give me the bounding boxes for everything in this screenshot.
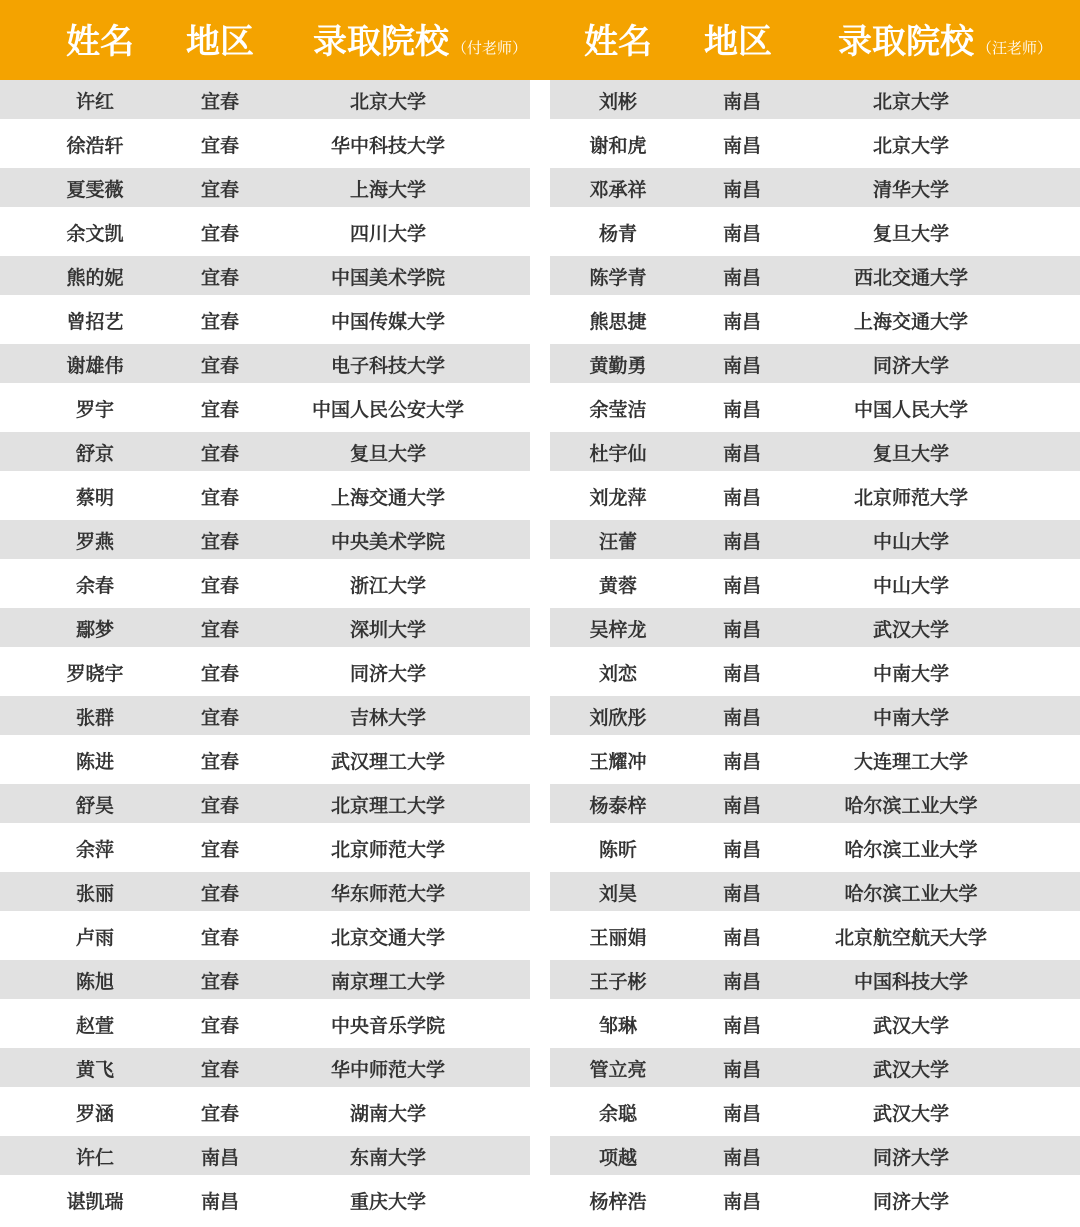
admitted-school: 同济大学 [872,1191,949,1213]
table-row [550,652,1080,696]
admitted-school: 北京师范大学 [853,487,968,509]
student-name: 刘龙萍 [589,487,647,509]
student-name: 邓承祥 [589,179,647,201]
admitted-school: 武汉大学 [872,1059,949,1081]
table-row [0,344,530,388]
admitted-school: 哈尔滨工业大学 [844,883,978,905]
admitted-school: 复旦大学 [872,223,949,245]
header-school-right-label: 录取院校 [837,22,974,62]
student-name: 鄢梦 [75,619,114,641]
admitted-school: 同济大学 [872,355,949,377]
admitted-school: 中央美术学院 [330,531,445,553]
student-name: 余萍 [75,839,114,861]
student-region: 宜春 [200,883,239,905]
header-name-left: 姓名 [66,22,134,62]
table-row [550,520,1080,564]
student-region: 南昌 [722,355,761,377]
student-name: 余文凯 [66,223,124,245]
table-row [0,520,530,564]
admitted-school: 同济大学 [872,1147,949,1169]
admitted-school: 北京大学 [872,135,949,157]
header-teacher-note-right: （汪老师） [976,39,1052,57]
table-row [0,1136,530,1180]
student-region: 南昌 [722,971,761,993]
table-row [0,696,530,740]
student-name: 刘彬 [598,91,637,113]
student-name: 赵萱 [75,1015,114,1037]
student-name: 陈学青 [589,267,647,289]
header-region-right: 地区 [704,22,772,62]
table-row [550,740,1080,784]
admitted-school: 中南大学 [872,707,949,729]
student-name: 余春 [75,575,114,597]
student-name: 谢和虎 [589,135,647,157]
admitted-school: 中山大学 [872,531,949,553]
student-region: 宜春 [200,1015,239,1037]
student-name: 黄勤勇 [589,355,647,377]
right-table [550,80,1080,1224]
student-region: 宜春 [200,927,239,949]
student-name: 熊思捷 [589,311,647,333]
table-row [0,652,530,696]
admitted-school: 深圳大学 [349,619,426,641]
admitted-school: 大连理工大学 [853,751,968,773]
student-region: 南昌 [722,575,761,597]
student-region: 南昌 [722,91,761,113]
table-row [0,300,530,344]
student-region: 宜春 [200,443,239,465]
student-name: 罗涵 [75,1103,114,1125]
admitted-school: 中国人民公安大学 [311,399,464,421]
table-row [0,1180,530,1224]
student-name: 吴梓龙 [589,619,647,641]
student-name: 许仁 [75,1147,114,1169]
table-row [0,960,530,1004]
student-name: 刘恋 [598,663,637,685]
admitted-school: 同济大学 [349,663,426,685]
student-region: 南昌 [722,663,761,685]
student-region: 南昌 [722,927,761,949]
admitted-school: 复旦大学 [872,443,949,465]
header-teacher-note-left: （付老师） [451,39,527,57]
student-region: 宜春 [200,91,239,113]
admitted-school: 华中科技大学 [330,135,445,157]
admitted-school: 复旦大学 [349,443,426,465]
student-region: 南昌 [200,1147,239,1169]
student-region: 宜春 [200,1059,239,1081]
table-row [550,256,1080,300]
student-name: 项越 [598,1147,637,1169]
student-name: 黄蓉 [598,575,637,597]
admitted-school: 武汉大学 [872,1015,949,1037]
student-region: 南昌 [722,1103,761,1125]
table-header [0,0,1080,80]
admitted-school: 上海交通大学 [330,487,445,509]
table-row [550,344,1080,388]
student-region: 宜春 [200,487,239,509]
table-row [0,828,530,872]
admitted-school: 北京大学 [349,91,426,113]
student-region: 南昌 [722,619,761,641]
table-row [550,872,1080,916]
student-name: 刘欣彤 [589,707,647,729]
student-name: 王子彬 [589,971,647,993]
table-row [0,1048,530,1092]
student-region: 宜春 [200,1103,239,1125]
admitted-school: 哈尔滨工业大学 [844,839,978,861]
admitted-school: 东南大学 [349,1147,426,1169]
table-row [550,124,1080,168]
student-region: 南昌 [722,311,761,333]
student-region: 宜春 [200,663,239,685]
admitted-school: 北京航空航天大学 [834,927,987,949]
table-row [550,388,1080,432]
table-row [550,300,1080,344]
table-row [0,168,530,212]
table-row [550,1048,1080,1092]
admitted-school: 华中师范大学 [330,1059,445,1081]
admitted-school: 上海大学 [349,179,426,201]
student-region: 南昌 [722,707,761,729]
admitted-school: 上海交通大学 [853,311,968,333]
admitted-school: 武汉理工大学 [330,751,445,773]
student-name: 夏雯薇 [66,179,124,201]
student-name: 杨青 [598,223,637,245]
table-row [0,388,530,432]
student-region: 南昌 [722,1147,761,1169]
student-name: 曾招艺 [66,311,124,333]
admitted-school: 南京理工大学 [330,971,445,993]
student-name: 杨泰梓 [589,795,647,817]
admitted-school: 中国人民大学 [853,399,968,421]
table-row [550,784,1080,828]
student-name: 卢雨 [75,927,114,949]
table-row [0,916,530,960]
student-name: 许红 [75,91,114,113]
table-row [0,1092,530,1136]
admitted-school: 吉林大学 [349,707,426,729]
table-row [550,608,1080,652]
table-row [0,1004,530,1048]
header-school-left [300,0,540,80]
student-name: 陈旭 [75,971,114,993]
table-row [550,80,1080,124]
admitted-school: 武汉大学 [872,619,949,641]
student-region: 宜春 [200,179,239,201]
student-name: 陈昕 [598,839,637,861]
student-region: 宜春 [200,575,239,597]
admitted-school: 四川大学 [349,223,426,245]
student-region: 宜春 [200,795,239,817]
student-name: 刘昊 [598,883,637,905]
table-row [550,1092,1080,1136]
table-row [550,828,1080,872]
student-region: 南昌 [722,1191,761,1213]
student-region: 宜春 [200,399,239,421]
admitted-school: 电子科技大学 [330,355,445,377]
student-name: 罗燕 [75,531,114,553]
student-region: 南昌 [722,399,761,421]
admitted-school: 浙江大学 [349,575,426,597]
student-name: 王丽娟 [589,927,647,949]
admitted-school: 中国传媒大学 [330,311,445,333]
student-name: 蔡明 [75,487,114,509]
student-name: 管立亮 [589,1059,647,1081]
student-name: 舒昊 [75,795,114,817]
table-row [0,80,530,124]
student-name: 王耀冲 [589,751,647,773]
admitted-school: 中国美术学院 [330,267,445,289]
student-region: 南昌 [722,839,761,861]
admitted-school: 清华大学 [872,179,949,201]
student-name: 陈进 [75,751,114,773]
header-name-right: 姓名 [584,22,652,62]
student-name: 罗宇 [75,399,114,421]
admitted-school: 北京大学 [872,91,949,113]
student-region: 南昌 [722,751,761,773]
student-region: 南昌 [200,1191,239,1213]
table-row [550,1004,1080,1048]
table-row [550,432,1080,476]
student-region: 南昌 [722,883,761,905]
table-row [0,476,530,520]
student-name: 余莹洁 [589,399,647,421]
table-row [0,740,530,784]
student-region: 宜春 [200,707,239,729]
student-region: 南昌 [722,1059,761,1081]
student-name: 谢雄伟 [66,355,124,377]
table-row [0,256,530,300]
table-row [550,1136,1080,1180]
student-name: 黄飞 [75,1059,114,1081]
student-region: 宜春 [200,839,239,861]
student-region: 南昌 [722,179,761,201]
table-row [550,916,1080,960]
student-name: 汪蕾 [598,531,637,553]
table-row [0,872,530,916]
table-row [550,960,1080,1004]
admitted-school: 哈尔滨工业大学 [844,795,978,817]
student-name: 余聪 [598,1103,637,1125]
student-region: 宜春 [200,971,239,993]
admitted-school: 重庆大学 [349,1191,426,1213]
student-name: 熊的妮 [66,267,124,289]
admitted-school: 北京师范大学 [330,839,445,861]
header-school-left-label: 录取院校 [312,22,449,62]
header-region-left: 地区 [186,22,254,62]
admitted-school: 北京交通大学 [330,927,445,949]
table-row [0,608,530,652]
admitted-school: 湖南大学 [349,1103,426,1125]
student-region: 宜春 [200,751,239,773]
student-region: 宜春 [200,223,239,245]
student-name: 谌凯瑞 [66,1191,124,1213]
student-region: 南昌 [722,135,761,157]
header-school-right [820,0,1070,80]
student-region: 南昌 [722,267,761,289]
admitted-school: 华东师范大学 [330,883,445,905]
table-row [0,212,530,256]
table-row [550,564,1080,608]
admitted-school: 武汉大学 [872,1103,949,1125]
student-region: 宜春 [200,267,239,289]
student-region: 宜春 [200,311,239,333]
table-row [550,476,1080,520]
student-region: 南昌 [722,1015,761,1037]
admitted-school: 中山大学 [872,575,949,597]
admitted-school: 西北交通大学 [853,267,968,289]
table-row [0,564,530,608]
admitted-school: 北京理工大学 [330,795,445,817]
table-row [0,432,530,476]
student-region: 南昌 [722,223,761,245]
admitted-school: 中南大学 [872,663,949,685]
student-region: 宜春 [200,531,239,553]
table-row [0,784,530,828]
student-region: 宜春 [200,619,239,641]
table-row [550,168,1080,212]
student-region: 南昌 [722,443,761,465]
admitted-school: 中央音乐学院 [330,1015,445,1037]
student-name: 舒京 [75,443,114,465]
student-region: 南昌 [722,531,761,553]
student-region: 宜春 [200,355,239,377]
table-row [550,1180,1080,1224]
student-name: 罗晓宇 [66,663,124,685]
student-name: 杨梓浩 [589,1191,647,1213]
student-region: 南昌 [722,795,761,817]
student-name: 张丽 [75,883,114,905]
student-region: 宜春 [200,135,239,157]
student-region: 南昌 [722,487,761,509]
table-row [550,212,1080,256]
student-name: 杜宇仙 [589,443,647,465]
left-table [0,80,530,1224]
student-name: 邹琳 [598,1015,637,1037]
admitted-school: 中国科技大学 [853,971,968,993]
table-row [550,696,1080,740]
student-name: 徐浩轩 [66,135,124,157]
table-row [0,124,530,168]
student-name: 张群 [75,707,114,729]
